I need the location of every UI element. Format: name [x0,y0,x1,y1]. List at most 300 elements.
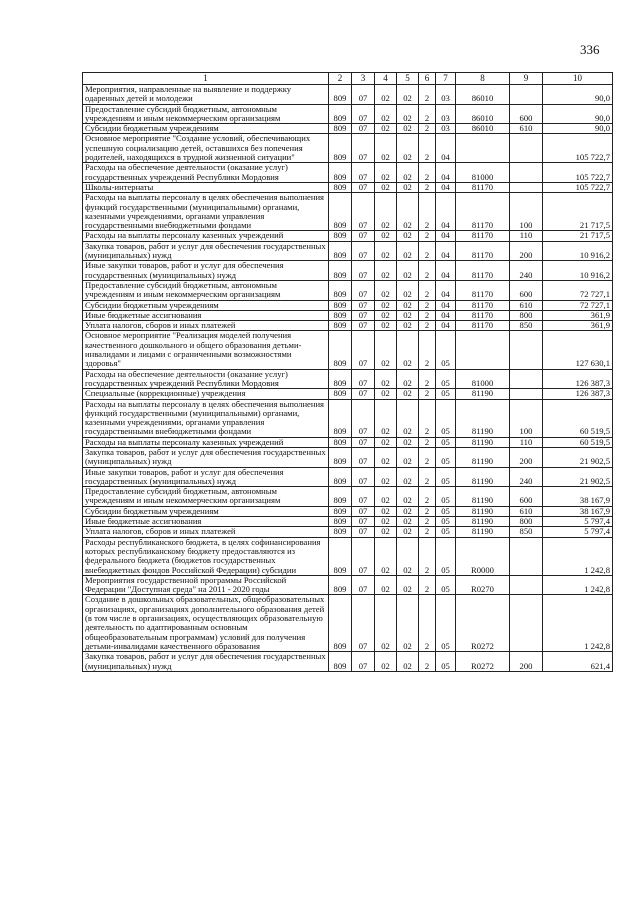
subprogram-code-cell: 2 [419,163,436,183]
expense-direction-code-cell: 81000 [456,369,510,389]
amount-cell: 72 727,1 [543,280,613,300]
program-code-cell: 02 [397,369,419,389]
table-row [83,231,613,241]
expense-direction-code-cell: 81170 [456,310,510,320]
table-row [83,369,613,389]
expense-type-code-cell: 600 [510,280,543,300]
ministry-code-cell: 809 [329,506,352,516]
amount-cell: 90,0 [543,85,613,105]
subsection-code-cell: 02 [375,231,397,241]
subsection-code-cell: 02 [375,134,397,163]
table-row [83,487,613,507]
ministry-code-cell: 809 [329,321,352,331]
expense-direction-code-cell: 81190 [456,389,510,399]
item-name-cell: Расходы на выплаты персоналу в целях обеспечения выполнения функций государственными (муниципальными) органами, казенными учреждениями, органами управления государственными внебюджетными фондами [83,399,329,437]
main-activity-code-cell: 05 [436,437,456,447]
item-name-cell: Субсидии бюджетным учреждениям [83,124,329,134]
ministry-code-cell: 809 [329,163,352,183]
subprogram-code-cell: 2 [419,437,436,447]
table-row [83,537,613,575]
amount-cell: 361,9 [543,310,613,320]
item-name-cell: Расходы на обеспечение деятельности (оказание услуг) государственных учреждений Республики Мордовия [83,163,329,183]
expense-type-code-cell: 600 [510,487,543,507]
header-cell: 8 [456,73,510,85]
subsection-code-cell: 02 [375,517,397,527]
header-cell: 9 [510,73,543,85]
expense-direction-code-cell: 86010 [456,124,510,134]
subsection-code-cell: 02 [375,369,397,389]
expense-type-code-cell: 800 [510,517,543,527]
subprogram-code-cell: 2 [419,124,436,134]
expense-direction-code-cell: 81170 [456,231,510,241]
ministry-code-cell: 809 [329,517,352,527]
program-code-cell: 02 [397,310,419,320]
ministry-code-cell: 809 [329,261,352,281]
main-activity-code-cell: 04 [436,280,456,300]
main-activity-code-cell: 05 [436,399,456,437]
item-name-cell: Субсидии бюджетным учреждениям [83,300,329,310]
amount-cell: 5 797,4 [543,527,613,537]
ministry-code-cell: 809 [329,300,352,310]
amount-cell: 1 242,8 [543,537,613,575]
expense-type-code-cell: 600 [510,104,543,124]
section-code-cell: 07 [352,447,375,467]
subprogram-code-cell: 2 [419,595,436,652]
subsection-code-cell: 02 [375,575,397,595]
table-row [83,467,613,487]
item-name-cell: Расходы на выплаты персоналу казенных учреждений [83,437,329,447]
subprogram-code-cell: 2 [419,104,436,124]
amount-cell: 90,0 [543,104,613,124]
subsection-code-cell: 02 [375,280,397,300]
ministry-code-cell: 809 [329,134,352,163]
table-row [83,85,613,105]
section-code-cell: 07 [352,124,375,134]
expense-type-code-cell: 110 [510,231,543,241]
item-name-cell: Расходы республиканского бюджета, в целях софинансирования которых республиканскому бюджету предоставляются из федерального бюджета (бюджетов государственных внебюджетных фондов Российской Федерации) субсидии [83,537,329,575]
amount-cell: 105 722,7 [543,182,613,192]
subprogram-code-cell: 2 [419,537,436,575]
amount-cell: 90,0 [543,124,613,134]
ministry-code-cell: 809 [329,310,352,320]
program-code-cell: 02 [397,437,419,447]
expense-type-code-cell: 200 [510,447,543,467]
item-name-cell: Специальные (коррекционные) учреждения [83,389,329,399]
section-code-cell: 07 [352,652,375,672]
expense-direction-code-cell: 86010 [456,104,510,124]
amount-cell: 105 722,7 [543,134,613,163]
subprogram-code-cell: 2 [419,527,436,537]
main-activity-code-cell: 04 [436,241,456,261]
item-name-cell: Основное мероприятие "Реализация моделей получения качественного дошкольного и общего образования детьми-инвалидами и лицами с ограниченными возможностями здоровья" [83,331,329,369]
ministry-code-cell: 809 [329,241,352,261]
expense-direction-code-cell: 81190 [456,437,510,447]
amount-cell: 38 167,9 [543,506,613,516]
expense-type-code-cell [510,331,543,369]
amount-cell: 105 722,7 [543,163,613,183]
section-code-cell: 07 [352,389,375,399]
expense-direction-code-cell: 81170 [456,280,510,300]
expense-type-code-cell [510,85,543,105]
main-activity-code-cell: 04 [436,182,456,192]
table-row [83,575,613,595]
subsection-code-cell: 02 [375,537,397,575]
expense-type-code-cell [510,537,543,575]
program-code-cell: 02 [397,85,419,105]
table-row [83,321,613,331]
header-cell: 10 [543,73,613,85]
header-cell: 7 [436,73,456,85]
item-name-cell: Уплата налогов, сборов и иных платежей [83,321,329,331]
expense-direction-code-cell: 81170 [456,182,510,192]
expense-direction-code-cell: 81170 [456,321,510,331]
expense-direction-code-cell: 86010 [456,85,510,105]
item-name-cell: Закупка товаров, работ и услуг для обеспечения государственных (муниципальных) нужд [83,447,329,467]
table-row [83,447,613,467]
program-code-cell: 02 [397,231,419,241]
section-code-cell: 07 [352,182,375,192]
program-code-cell: 02 [397,134,419,163]
ministry-code-cell: 809 [329,652,352,672]
program-code-cell: 02 [397,517,419,527]
ministry-code-cell: 809 [329,369,352,389]
section-code-cell: 07 [352,261,375,281]
program-code-cell: 02 [397,124,419,134]
item-name-cell: Иные закупки товаров, работ и услуг для обеспечения государственных (муниципальных) нужд [83,467,329,487]
item-name-cell: Предоставление субсидий бюджетным, автономным учреждениям и иным некоммерческим организациям [83,280,329,300]
ministry-code-cell: 809 [329,182,352,192]
section-code-cell: 07 [352,575,375,595]
ministry-code-cell: 809 [329,447,352,467]
expense-type-code-cell: 240 [510,467,543,487]
expense-type-code-cell [510,134,543,163]
main-activity-code-cell: 04 [436,231,456,241]
expense-type-code-cell: 100 [510,193,543,231]
subprogram-code-cell: 2 [419,193,436,231]
program-code-cell: 02 [397,193,419,231]
amount-cell: 21 902,5 [543,447,613,467]
expense-direction-code-cell: 81170 [456,193,510,231]
header-cell: 3 [352,73,375,85]
main-activity-code-cell: 05 [436,331,456,369]
item-name-cell: Иные бюджетные ассигнования [83,310,329,320]
section-code-cell: 07 [352,527,375,537]
ministry-code-cell: 809 [329,104,352,124]
main-activity-code-cell: 04 [436,193,456,231]
program-code-cell: 02 [397,261,419,281]
section-code-cell: 07 [352,163,375,183]
expense-direction-code-cell: R0272 [456,652,510,672]
ministry-code-cell: 809 [329,595,352,652]
main-activity-code-cell: 05 [436,517,456,527]
program-code-cell: 02 [397,467,419,487]
table-row [83,595,613,652]
subsection-code-cell: 02 [375,437,397,447]
amount-cell: 10 916,2 [543,261,613,281]
amount-cell: 5 797,4 [543,517,613,527]
item-name-cell: Закупка товаров, работ и услуг для обеспечения государственных (муниципальных) нужд [83,241,329,261]
subsection-code-cell: 02 [375,182,397,192]
header-cell: 1 [83,73,329,85]
subsection-code-cell: 02 [375,310,397,320]
table-row [83,124,613,134]
ministry-code-cell: 809 [329,437,352,447]
table-row [83,134,613,163]
main-activity-code-cell: 05 [436,506,456,516]
table-row [83,261,613,281]
main-activity-code-cell: 04 [436,321,456,331]
subsection-code-cell: 02 [375,163,397,183]
expense-type-code-cell [510,389,543,399]
expense-type-code-cell [510,595,543,652]
item-name-cell: Предоставление субсидий бюджетным, автономным учреждениям и иным некоммерческим организациям [83,104,329,124]
program-code-cell: 02 [397,241,419,261]
section-code-cell: 07 [352,300,375,310]
expense-direction-code-cell: 81190 [456,487,510,507]
header-cell: 6 [419,73,436,85]
expense-direction-code-cell [456,134,510,163]
header-cell: 2 [329,73,352,85]
section-code-cell: 07 [352,241,375,261]
header-cell: 5 [397,73,419,85]
section-code-cell: 07 [352,85,375,105]
table-row [83,437,613,447]
item-name-cell: Мероприятия государственной программы Российской Федерации "Доступная среда" на 2011 - 2020 годы [83,575,329,595]
expense-direction-code-cell: 81190 [456,467,510,487]
amount-cell: 72 727,1 [543,300,613,310]
expense-type-code-cell [510,575,543,595]
main-activity-code-cell: 03 [436,124,456,134]
item-name-cell: Расходы на обеспечение деятельности (оказание услуг) государственных учреждений Республики Мордовия [83,369,329,389]
ministry-code-cell: 809 [329,575,352,595]
subprogram-code-cell: 2 [419,321,436,331]
subsection-code-cell: 02 [375,527,397,537]
amount-cell: 60 519,5 [543,399,613,437]
table-body [83,85,613,672]
subprogram-code-cell: 2 [419,575,436,595]
item-name-cell: Основное мероприятие "Создание условий, обеспечивающих успешную социализацию детей, оставшихся без попечения родителей, находящихся в трудной жизненной ситуации" [83,134,329,163]
subsection-code-cell: 02 [375,124,397,134]
program-code-cell: 02 [397,575,419,595]
section-code-cell: 07 [352,231,375,241]
program-code-cell: 02 [397,182,419,192]
amount-cell: 21 717,5 [543,193,613,231]
section-code-cell: 07 [352,537,375,575]
expense-direction-code-cell: 81190 [456,506,510,516]
program-code-cell: 02 [397,321,419,331]
main-activity-code-cell: 05 [436,595,456,652]
expense-type-code-cell [510,369,543,389]
main-activity-code-cell: 04 [436,261,456,281]
page-number: 336 [580,42,600,57]
main-activity-code-cell: 05 [436,652,456,672]
subprogram-code-cell: 2 [419,517,436,527]
section-code-cell: 07 [352,399,375,437]
program-code-cell: 02 [397,595,419,652]
main-activity-code-cell: 03 [436,104,456,124]
expense-direction-code-cell: 81000 [456,163,510,183]
subsection-code-cell: 02 [375,399,397,437]
ministry-code-cell: 809 [329,193,352,231]
amount-cell: 21 717,5 [543,231,613,241]
section-code-cell: 07 [352,280,375,300]
program-code-cell: 02 [397,652,419,672]
table-row [83,527,613,537]
program-code-cell: 02 [397,487,419,507]
table-row [83,182,613,192]
expense-type-code-cell: 110 [510,437,543,447]
program-code-cell: 02 [397,300,419,310]
ministry-code-cell: 809 [329,537,352,575]
item-name-cell: Иные закупки товаров, работ и услуг для обеспечения государственных (муниципальных) нужд [83,261,329,281]
subprogram-code-cell: 2 [419,310,436,320]
main-activity-code-cell: 04 [436,134,456,163]
subsection-code-cell: 02 [375,652,397,672]
amount-cell: 1 242,8 [543,575,613,595]
subprogram-code-cell: 2 [419,389,436,399]
item-name-cell: Уплата налогов, сборов и иных платежей [83,527,329,537]
main-activity-code-cell: 05 [436,369,456,389]
subsection-code-cell: 02 [375,467,397,487]
expense-direction-code-cell: 81170 [456,300,510,310]
main-activity-code-cell: 03 [436,85,456,105]
expense-direction-code-cell: 81190 [456,447,510,467]
section-code-cell: 07 [352,437,375,447]
expense-direction-code-cell: 81190 [456,527,510,537]
table-row [83,193,613,231]
header-cell: 4 [375,73,397,85]
ministry-code-cell: 809 [329,389,352,399]
section-code-cell: 07 [352,595,375,652]
subprogram-code-cell: 2 [419,300,436,310]
subsection-code-cell: 02 [375,506,397,516]
table-row [83,652,613,672]
section-code-cell: 07 [352,467,375,487]
main-activity-code-cell: 04 [436,310,456,320]
item-name-cell: Иные бюджетные ассигнования [83,517,329,527]
expense-direction-code-cell: 81170 [456,261,510,281]
expense-type-code-cell: 100 [510,399,543,437]
amount-cell: 361,9 [543,321,613,331]
item-name-cell: Закупка товаров, работ и услуг для обеспечения государственных (муниципальных) нужд [83,652,329,672]
subprogram-code-cell: 2 [419,369,436,389]
budget-table [82,72,613,672]
expense-type-code-cell: 200 [510,652,543,672]
section-code-cell: 07 [352,193,375,231]
subsection-code-cell: 02 [375,389,397,399]
subprogram-code-cell: 2 [419,280,436,300]
expense-direction-code-cell [456,331,510,369]
program-code-cell: 02 [397,537,419,575]
amount-cell: 126 387,3 [543,369,613,389]
subsection-code-cell: 02 [375,261,397,281]
header-row [83,73,613,85]
table-row [83,280,613,300]
section-code-cell: 07 [352,310,375,320]
amount-cell: 38 167,9 [543,487,613,507]
main-activity-code-cell: 04 [436,163,456,183]
table-row [83,163,613,183]
subprogram-code-cell: 2 [419,399,436,437]
section-code-cell: 07 [352,321,375,331]
ministry-code-cell: 809 [329,467,352,487]
expense-type-code-cell [510,182,543,192]
table-row [83,241,613,261]
item-name-cell: Создание в дошкольных образовательных, общеобразовательных организациях, организациях дополнительного образования детей (в том числе в организациях, осуществляющих образовательную деятельность по адаптированным основным общеобразовательным программам) условий для получения детьми-инвалидами качественного образования [83,595,329,652]
ministry-code-cell: 809 [329,280,352,300]
subsection-code-cell: 02 [375,193,397,231]
amount-cell: 126 387,3 [543,389,613,399]
item-name-cell: Расходы на выплаты персоналу в целях обеспечения выполнения функций государственными (муниципальными) органами, казенными учреждениями, органами управления государственными внебюджетными фондами [83,193,329,231]
expense-direction-code-cell: 81190 [456,517,510,527]
table-row [83,104,613,124]
table-row [83,389,613,399]
section-code-cell: 07 [352,134,375,163]
ministry-code-cell: 809 [329,85,352,105]
expense-direction-code-cell: R0270 [456,575,510,595]
program-code-cell: 02 [397,280,419,300]
expense-direction-code-cell: R0272 [456,595,510,652]
main-activity-code-cell: 05 [436,487,456,507]
item-name-cell: Мероприятия, направленные на выявление и поддержку одаренных детей и молодежи [83,85,329,105]
expense-type-code-cell: 610 [510,300,543,310]
subprogram-code-cell: 2 [419,85,436,105]
main-activity-code-cell: 05 [436,575,456,595]
item-name-cell: Субсидии бюджетным учреждениям [83,506,329,516]
amount-cell: 127 630,1 [543,331,613,369]
subprogram-code-cell: 2 [419,231,436,241]
section-code-cell: 07 [352,331,375,369]
program-code-cell: 02 [397,104,419,124]
main-activity-code-cell: 05 [436,527,456,537]
expense-type-code-cell: 850 [510,527,543,537]
program-code-cell: 02 [397,527,419,537]
subprogram-code-cell: 2 [419,241,436,261]
expense-type-code-cell: 800 [510,310,543,320]
expense-direction-code-cell: 81190 [456,399,510,437]
subsection-code-cell: 02 [375,85,397,105]
program-code-cell: 02 [397,399,419,437]
expense-type-code-cell: 610 [510,124,543,134]
table-row [83,506,613,516]
item-name-cell: Расходы на выплаты персоналу казенных учреждений [83,231,329,241]
subsection-code-cell: 02 [375,447,397,467]
program-code-cell: 02 [397,447,419,467]
section-code-cell: 07 [352,517,375,527]
main-activity-code-cell: 05 [436,389,456,399]
expense-type-code-cell: 850 [510,321,543,331]
amount-cell: 1 242,8 [543,595,613,652]
main-activity-code-cell: 04 [436,300,456,310]
expense-type-code-cell [510,163,543,183]
table-row [83,310,613,320]
table-row [83,300,613,310]
amount-cell: 10 916,2 [543,241,613,261]
section-code-cell: 07 [352,369,375,389]
table-row [83,517,613,527]
program-code-cell: 02 [397,389,419,399]
subprogram-code-cell: 2 [419,447,436,467]
main-activity-code-cell: 05 [436,467,456,487]
main-activity-code-cell: 05 [436,537,456,575]
expense-direction-code-cell: 81170 [456,241,510,261]
amount-cell: 21 902,5 [543,467,613,487]
subprogram-code-cell: 2 [419,261,436,281]
subsection-code-cell: 02 [375,104,397,124]
item-name-cell: Предоставление субсидий бюджетным, автономным учреждениям и иным некоммерческим организациям [83,487,329,507]
subprogram-code-cell: 2 [419,652,436,672]
ministry-code-cell: 809 [329,231,352,241]
